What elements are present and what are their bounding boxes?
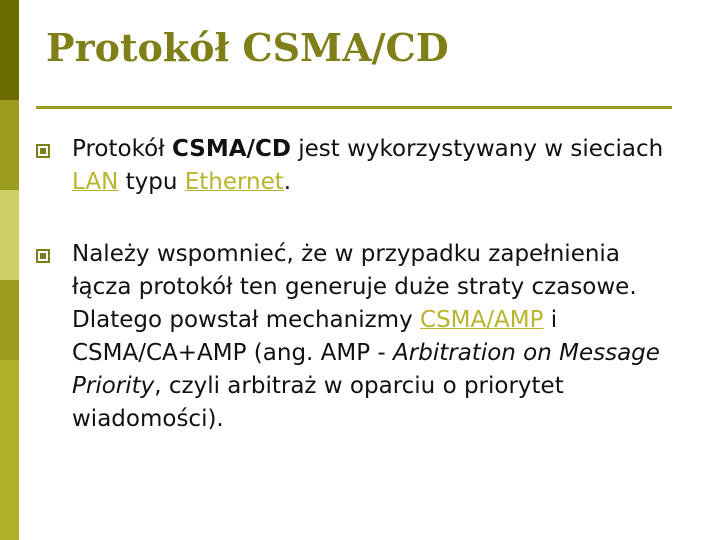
sidebar-segment xyxy=(0,280,19,360)
title-divider xyxy=(36,106,672,109)
sidebar-segment xyxy=(0,100,19,190)
square-bullet-icon xyxy=(36,144,50,158)
italic-term: Arbitration on Message Priority xyxy=(72,340,660,399)
text-run: i CSMA/CA+AMP (ang. AMP - xyxy=(72,307,558,366)
sidebar-segment xyxy=(0,190,19,280)
sidebar-segment xyxy=(0,0,19,100)
sidebar-segment xyxy=(0,360,19,540)
bullet-item xyxy=(36,238,666,436)
sidebar-accent-bar xyxy=(0,0,19,540)
bullet-item xyxy=(36,133,666,199)
protocol-name: CSMA/CD xyxy=(172,136,291,162)
ethernet-link[interactable]: Ethernet xyxy=(184,169,284,195)
text-run: Protokół xyxy=(72,136,172,162)
text-run: . xyxy=(283,169,292,195)
text-run: , czyli arbitraż w oparciu o priorytet wiadomości). xyxy=(72,373,564,432)
bullet-text xyxy=(72,238,666,436)
square-bullet-icon xyxy=(36,249,50,263)
csma-amp-link[interactable]: CSMA/AMP xyxy=(420,307,544,333)
lan-link[interactable]: LAN xyxy=(72,169,119,195)
text-run: typu xyxy=(118,169,185,195)
bullet-text xyxy=(72,133,666,199)
slide-title: Protokół CSMA/CD xyxy=(46,25,449,70)
text-run: jest wykorzystywany w sieciach xyxy=(290,136,664,162)
text-run: Należy wspomnieć, że w przypadku zapełnienia łącza protokół ten generuje duże straty czasowe. Dlatego powstał mechanizmy xyxy=(72,241,637,333)
